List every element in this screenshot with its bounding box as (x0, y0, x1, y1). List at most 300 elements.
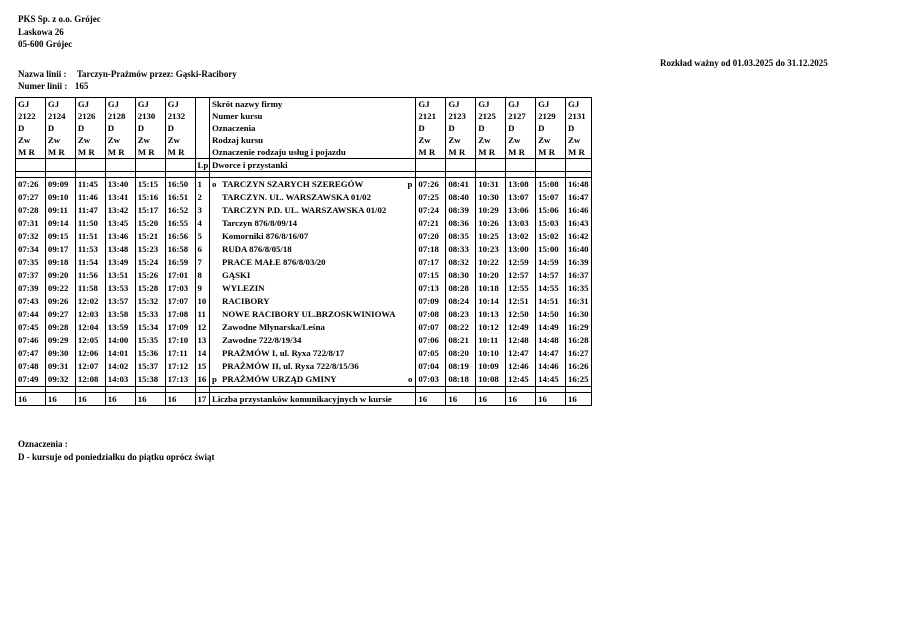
left-course-firm: GJ (16, 98, 46, 111)
timetable (15, 97, 592, 406)
departure-time: 15:36 (135, 347, 165, 360)
departure-time: 13:42 (105, 204, 135, 217)
right-course-num: 2129 (536, 110, 566, 122)
left-course-firm: GJ (45, 98, 75, 111)
departure-time: 15:17 (135, 204, 165, 217)
arrival-time: 13:08 (506, 178, 536, 192)
arrival-time: 14:45 (536, 373, 566, 387)
arrival-time: 08:24 (446, 295, 476, 308)
arrival-time: 07:04 (416, 360, 446, 373)
departure-time: 13:53 (105, 282, 135, 295)
arrival-time: 10:08 (476, 373, 506, 387)
arrival-time: 14:46 (536, 360, 566, 373)
departure-time: 14:02 (105, 360, 135, 373)
header-label-service: Oznaczenie rodzaju usług i pojazdu (209, 146, 415, 159)
arrival-time: 16:26 (566, 360, 592, 373)
arrival-time: 13:03 (506, 217, 536, 230)
arrival-time: 07:08 (416, 308, 446, 321)
stop-count: 16 (566, 393, 592, 406)
departure-time: 09:28 (45, 321, 75, 334)
stations-header: Dworce i przystanki (209, 159, 415, 172)
arrival-time: 16:46 (566, 204, 592, 217)
departure-time: 09:17 (45, 243, 75, 256)
stop-count: 16 (416, 393, 446, 406)
arrival-time: 15:02 (536, 230, 566, 243)
right-course-svc: M R (566, 146, 592, 159)
footer-label: Liczba przystanków komunikacyjnych w kursie (209, 393, 415, 406)
arrival-time: 15:06 (536, 204, 566, 217)
stop-count: 16 (165, 393, 195, 406)
stop-name: RACIBORY (221, 296, 270, 306)
departure-time: 07:48 (16, 360, 46, 373)
arrival-time: 16:31 (566, 295, 592, 308)
stop-lp: 3 (195, 204, 209, 217)
header-row-course (16, 110, 592, 122)
timetable-row (16, 321, 592, 334)
arrival-time: 16:47 (566, 191, 592, 204)
arrival-time: 08:36 (446, 217, 476, 230)
stop-lp: 2 (195, 191, 209, 204)
departure-time: 11:58 (75, 282, 105, 295)
departure-time: 07:31 (16, 217, 46, 230)
timetable-row (16, 178, 592, 192)
left-course-mark: D (45, 122, 75, 134)
header-row-kind (16, 134, 592, 146)
departure-time: 07:32 (16, 230, 46, 243)
timetable-row (16, 269, 592, 282)
stop-count: 16 (105, 393, 135, 406)
arrival-time: 08:21 (446, 334, 476, 347)
right-course-svc: M R (536, 146, 566, 159)
departure-time: 15:21 (135, 230, 165, 243)
stop-name: PRAŻMÓW URZĄD GMINY (221, 374, 337, 384)
empty-cell (566, 159, 592, 172)
lp-spacer (195, 146, 209, 159)
departure-time: 07:46 (16, 334, 46, 347)
departure-time: 17:08 (165, 308, 195, 321)
right-course-svc: M R (476, 146, 506, 159)
arrival-time: 08:39 (446, 204, 476, 217)
right-course-firm: GJ (566, 98, 592, 111)
stop-cell (209, 334, 415, 347)
stop-name: Komorniki 876/8/16/07 (221, 231, 309, 241)
stop-cell (209, 347, 415, 360)
arrival-time: 07:03 (416, 373, 446, 387)
arrival-time: 15:00 (536, 243, 566, 256)
stop-cell (209, 178, 415, 192)
notes-title: Oznaczenia : (18, 439, 68, 449)
arrival-time: 13:06 (506, 204, 536, 217)
line-number-value: 165 (74, 81, 89, 91)
left-course-firm: GJ (75, 98, 105, 111)
left-course-num: 2122 (16, 110, 46, 122)
right-course-kind: Zw (506, 134, 536, 146)
arrival-time: 08:18 (446, 373, 476, 387)
right-course-mark: D (416, 122, 446, 134)
left-course-svc: M R (165, 146, 195, 159)
arrival-time: 13:07 (506, 191, 536, 204)
departure-time: 15:23 (135, 243, 165, 256)
line-name-label: Nazwa linii : (18, 69, 67, 79)
right-course-svc: M R (416, 146, 446, 159)
arrival-time: 15:03 (536, 217, 566, 230)
arrival-time: 16:28 (566, 334, 592, 347)
departure-time: 09:09 (45, 178, 75, 192)
stop-lp: 8 (195, 269, 209, 282)
right-course-num: 2121 (416, 110, 446, 122)
right-course-num: 2127 (506, 110, 536, 122)
right-course-mark: D (446, 122, 476, 134)
arrival-time: 07:20 (416, 230, 446, 243)
arrival-time: 08:20 (446, 347, 476, 360)
right-course-kind: Zw (476, 134, 506, 146)
arrival-time: 10:23 (476, 243, 506, 256)
arrival-time: 12:47 (506, 347, 536, 360)
stop-name: TARCZYN P.D. UL. WARSZAWSKA 01/02 (221, 205, 387, 215)
right-course-kind: Zw (416, 134, 446, 146)
stop-count: 16 (45, 393, 75, 406)
stop-lp: 13 (195, 334, 209, 347)
arrival-time: 10:26 (476, 217, 506, 230)
departure-time: 07:49 (16, 373, 46, 387)
stop-cell (209, 217, 415, 230)
departure-time: 12:05 (75, 334, 105, 347)
empty-cell (135, 159, 165, 172)
arrival-time: 08:32 (446, 256, 476, 269)
departure-time: 12:06 (75, 347, 105, 360)
right-course-mark: D (476, 122, 506, 134)
arrival-time: 14:47 (536, 347, 566, 360)
empty-cell (536, 159, 566, 172)
right-course-kind: Zw (536, 134, 566, 146)
company-city: 05-600 Grójec (18, 39, 73, 49)
departure-time: 14:03 (105, 373, 135, 387)
departure-time: 13:45 (105, 217, 135, 230)
right-course-firm: GJ (416, 98, 446, 111)
departure-time: 15:33 (135, 308, 165, 321)
departure-time: 17:09 (165, 321, 195, 334)
departure-time: 12:08 (75, 373, 105, 387)
departure-time: 17:13 (165, 373, 195, 387)
footer-lp: 17 (195, 393, 209, 406)
left-course-svc: M R (135, 146, 165, 159)
arrival-time: 08:40 (446, 191, 476, 204)
departure-time: 09:11 (45, 204, 75, 217)
departure-time: 07:45 (16, 321, 46, 334)
departure-time: 13:58 (105, 308, 135, 321)
departure-time: 07:37 (16, 269, 46, 282)
stop-name: NOWE RACIBORY UL.BRZOSKWINIOWA (221, 309, 396, 319)
departure-time: 16:58 (165, 243, 195, 256)
timetable-row (16, 373, 592, 387)
arrival-time: 10:12 (476, 321, 506, 334)
left-course-kind: Zw (45, 134, 75, 146)
timetable-row (16, 230, 592, 243)
departure-time: 11:54 (75, 256, 105, 269)
arrival-time: 10:30 (476, 191, 506, 204)
header-label-firm: Skrót nazwy firmy (209, 98, 415, 111)
stop-cell (209, 204, 415, 217)
right-course-svc: M R (506, 146, 536, 159)
line-name-value: Tarczyn-Prażmów przez: Gąski-Racibory (76, 69, 237, 79)
departure-time: 13:40 (105, 178, 135, 192)
stop-count: 16 (476, 393, 506, 406)
header-label-marks: Oznaczenia (209, 122, 415, 134)
departure-time: 12:07 (75, 360, 105, 373)
stop-cell (209, 308, 415, 321)
line-name-row (18, 69, 237, 79)
arrival-time: 07:18 (416, 243, 446, 256)
stop-count-row (16, 393, 592, 406)
arrival-time: 07:13 (416, 282, 446, 295)
stop-cell (209, 256, 415, 269)
timetable-row (16, 243, 592, 256)
left-course-mark: D (105, 122, 135, 134)
arrival-time: 12:55 (506, 282, 536, 295)
left-course-firm: GJ (165, 98, 195, 111)
departure-time: 09:14 (45, 217, 75, 230)
departure-time: 15:34 (135, 321, 165, 334)
arrival-time: 12:57 (506, 269, 536, 282)
departure-time: 16:52 (165, 204, 195, 217)
departure-time: 15:20 (135, 217, 165, 230)
lp-spacer (195, 134, 209, 146)
timetable-row (16, 308, 592, 321)
company-street: Laskowa 26 (18, 26, 64, 37)
stop-lp: 11 (195, 308, 209, 321)
arrival-time: 08:22 (446, 321, 476, 334)
departure-time: 15:24 (135, 256, 165, 269)
departure-time: 13:51 (105, 269, 135, 282)
empty-cell (446, 159, 476, 172)
stop-lp: 16 (195, 373, 209, 387)
arrival-time: 10:31 (476, 178, 506, 192)
stop-cell (209, 360, 415, 373)
departure-time: 15:35 (135, 334, 165, 347)
departure-time: 15:26 (135, 269, 165, 282)
stop-cell (209, 191, 415, 204)
departure-time: 07:35 (16, 256, 46, 269)
timetable-row (16, 360, 592, 373)
empty-cell (16, 159, 46, 172)
arrival-time: 07:25 (416, 191, 446, 204)
departure-time: 07:27 (16, 191, 46, 204)
departure-time: 09:10 (45, 191, 75, 204)
right-course-kind: Zw (566, 134, 592, 146)
arrival-time: 10:11 (476, 334, 506, 347)
departure-time: 13:48 (105, 243, 135, 256)
arrival-time: 10:13 (476, 308, 506, 321)
stop-cell (209, 295, 415, 308)
departure-time: 11:47 (75, 204, 105, 217)
departure-time: 09:31 (45, 360, 75, 373)
arrival-time: 14:55 (536, 282, 566, 295)
stop-lp: 12 (195, 321, 209, 334)
departure-time: 11:51 (75, 230, 105, 243)
departure-time: 09:20 (45, 269, 75, 282)
stop-cell (209, 230, 415, 243)
departure-time: 17:10 (165, 334, 195, 347)
arrival-time: 16:27 (566, 347, 592, 360)
right-course-kind: Zw (446, 134, 476, 146)
stop-name: WYLEZIN (221, 283, 265, 293)
departure-time: 17:03 (165, 282, 195, 295)
arrival-time: 10:22 (476, 256, 506, 269)
arrival-time: 15:08 (536, 178, 566, 192)
left-course-kind: Zw (75, 134, 105, 146)
arrival-time: 10:25 (476, 230, 506, 243)
lp-spacer (195, 122, 209, 134)
right-course-firm: GJ (476, 98, 506, 111)
header-label-course: Numer kursu (209, 110, 415, 122)
arrival-time: 12:45 (506, 373, 536, 387)
stop-name: GĄSKI (221, 270, 251, 280)
departure-time: 09:15 (45, 230, 75, 243)
departure-time: 09:18 (45, 256, 75, 269)
arrival-time: 10:09 (476, 360, 506, 373)
departure-time: 07:34 (16, 243, 46, 256)
stop-lp: 10 (195, 295, 209, 308)
timetable-row (16, 347, 592, 360)
stop-lp: 7 (195, 256, 209, 269)
lp-header: Lp (195, 159, 209, 172)
stop-name: Zawodne 722/8/19/34 (221, 335, 302, 345)
stop-name: Zawodne Młynarska/Leśna (221, 322, 325, 332)
lp-spacer (195, 110, 209, 122)
left-course-kind: Zw (16, 134, 46, 146)
arrival-time: 16:37 (566, 269, 592, 282)
arrival-time: 16:40 (566, 243, 592, 256)
departure-time: 12:03 (75, 308, 105, 321)
departure-time: 13:59 (105, 321, 135, 334)
stop-lp: 6 (195, 243, 209, 256)
departure-time: 14:00 (105, 334, 135, 347)
empty-cell (476, 159, 506, 172)
left-course-svc: M R (45, 146, 75, 159)
departure-time: 09:27 (45, 308, 75, 321)
stop-name: PRACE MAŁE 876/8/03/20 (221, 257, 326, 267)
arrival-time: 16:29 (566, 321, 592, 334)
departure-time: 16:51 (165, 191, 195, 204)
arrival-time: 10:14 (476, 295, 506, 308)
left-course-num: 2126 (75, 110, 105, 122)
arrival-time: 14:49 (536, 321, 566, 334)
departure-time: 12:04 (75, 321, 105, 334)
departure-time: 16:59 (165, 256, 195, 269)
stop-count: 16 (16, 393, 46, 406)
arrival-time: 16:39 (566, 256, 592, 269)
departure-time: 16:56 (165, 230, 195, 243)
line-number-label: Numer linii : (18, 81, 68, 91)
right-course-firm: GJ (506, 98, 536, 111)
departure-time: 07:47 (16, 347, 46, 360)
arrival-time: 12:51 (506, 295, 536, 308)
departure-time: 09:32 (45, 373, 75, 387)
arrival-time: 10:29 (476, 204, 506, 217)
timetable-row (16, 295, 592, 308)
arrival-time: 07:09 (416, 295, 446, 308)
left-course-num: 2130 (135, 110, 165, 122)
right-course-num: 2125 (476, 110, 506, 122)
left-course-kind: Zw (105, 134, 135, 146)
departure-time: 17:07 (165, 295, 195, 308)
departure-time: 15:15 (135, 178, 165, 192)
arrival-time: 16:48 (566, 178, 592, 192)
departure-time: 09:22 (45, 282, 75, 295)
empty-cell (165, 159, 195, 172)
lp-spacer (195, 98, 209, 111)
stop-name: PRAŻMÓW II, ul. Ryxa 722/8/15/36 (221, 361, 359, 371)
arrival-time: 14:48 (536, 334, 566, 347)
left-course-svc: M R (105, 146, 135, 159)
stop-count: 16 (506, 393, 536, 406)
departure-time: 17:01 (165, 269, 195, 282)
left-course-num: 2124 (45, 110, 75, 122)
timetable-row (16, 217, 592, 230)
arrival-time: 10:20 (476, 269, 506, 282)
departure-time: 13:49 (105, 256, 135, 269)
notes-line: D - kursuje od poniedziałku do piątku oprócz świąt (18, 452, 215, 462)
departure-time: 15:16 (135, 191, 165, 204)
stop-mark-right: p (407, 179, 413, 189)
left-course-mark: D (16, 122, 46, 134)
stop-mark-left: o (211, 179, 217, 189)
right-course-firm: GJ (446, 98, 476, 111)
arrival-time: 08:23 (446, 308, 476, 321)
stop-lp: 15 (195, 360, 209, 373)
arrival-time: 14:51 (536, 295, 566, 308)
departure-time: 11:53 (75, 243, 105, 256)
arrival-time: 16:43 (566, 217, 592, 230)
departure-time: 17:11 (165, 347, 195, 360)
empty-cell (105, 159, 135, 172)
arrival-time: 12:59 (506, 256, 536, 269)
validity-text: Rozkład ważny od 01.03.2025 do 31.12.2025 (660, 58, 828, 68)
right-course-num: 2131 (566, 110, 592, 122)
left-course-mark: D (165, 122, 195, 134)
arrival-time: 10:10 (476, 347, 506, 360)
header-row-firm (16, 98, 592, 111)
left-course-num: 2132 (165, 110, 195, 122)
timetable-row (16, 204, 592, 217)
left-course-kind: Zw (165, 134, 195, 146)
departure-time: 14:01 (105, 347, 135, 360)
right-course-mark: D (536, 122, 566, 134)
header-row-marks (16, 122, 592, 134)
stop-name: TARCZYN. UL. WARSZAWSKA 01/02 (221, 192, 371, 202)
empty-cell (75, 159, 105, 172)
header-label-kind: Rodzaj kursu (209, 134, 415, 146)
empty-cell (416, 159, 446, 172)
left-course-firm: GJ (135, 98, 165, 111)
stop-name: TARCZYN SZARYCH SZEREGÓW (221, 179, 364, 189)
arrival-time: 16:42 (566, 230, 592, 243)
right-course-mark: D (566, 122, 592, 134)
stop-cell (209, 243, 415, 256)
timetable-row (16, 334, 592, 347)
departure-time: 09:29 (45, 334, 75, 347)
right-course-svc: M R (446, 146, 476, 159)
departure-time: 15:37 (135, 360, 165, 373)
stop-cell (209, 269, 415, 282)
stop-lp: 4 (195, 217, 209, 230)
right-course-firm: GJ (536, 98, 566, 111)
stop-cell (209, 282, 415, 295)
departure-time: 07:44 (16, 308, 46, 321)
stop-count: 16 (75, 393, 105, 406)
stop-mark-right: o (408, 374, 413, 384)
right-course-mark: D (506, 122, 536, 134)
